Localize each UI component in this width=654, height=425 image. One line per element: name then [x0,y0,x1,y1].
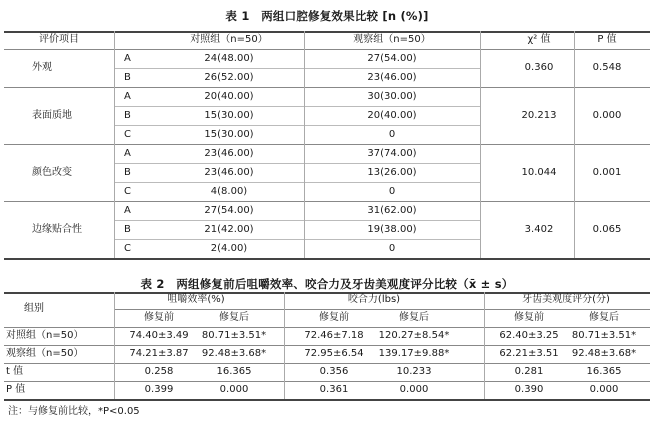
row-label: 观察组（n=50） [6,348,84,359]
chi-value: 20.213 [521,109,557,121]
item-name: 颜色改变 [32,166,72,178]
table1-header-rule [4,49,650,50]
table2-bottom-rule [4,399,650,401]
row-value: 0.390 [514,384,544,395]
table1 [4,31,650,263]
grade-label: B [124,166,131,178]
control-value: 15(30.00) [204,128,254,140]
row-value: 0.000 [219,384,249,395]
row-value: 16.365 [586,366,622,377]
control-value: 23(46.00) [204,147,254,159]
group-rule [4,144,650,145]
header-chi: χ² 值 [527,34,551,45]
row-value: 0.361 [319,384,349,395]
group-rule [4,87,650,88]
table2 [4,292,650,400]
control-value: 21(42.00) [204,223,254,235]
row-value: 139.17±9.88* [378,348,450,359]
p-value: 0.000 [592,109,622,121]
table1-title: 表 1 两组口腔修复效果比较 [n (%)] [225,9,429,23]
control-value: 24(48.00) [204,52,254,64]
control-value: 27(54.00) [204,204,254,216]
row-rule [4,345,650,346]
row-rule [4,381,650,382]
row-value: 62.21±3.51 [499,348,559,359]
grade-label: A [124,147,131,159]
row-value: 120.27±8.54* [378,330,450,341]
control-value: 4(8.00) [210,185,248,197]
column-divider [574,31,575,258]
header-control: 对照组（n=50） [190,34,268,45]
row-rule [114,239,480,240]
item-name: 外观 [32,62,52,73]
chi-value: 0.360 [524,62,554,73]
row-rule [114,125,480,126]
item-name: 表面质地 [32,109,72,121]
row-rule [114,106,480,107]
header-group: 组别 [24,303,44,314]
row-value: 72.95±6.54 [304,348,364,359]
group-rule [4,201,650,202]
header-before: 修复前 [144,312,174,323]
observe-value: 30(30.00) [367,90,417,102]
row-value: 80.71±3.51* [201,330,267,341]
row-value: 10.233 [396,366,432,377]
row-value: 0.356 [319,366,349,377]
table-note: 注：与修复前比较，*P<0.05 [8,406,140,417]
observe-value: 37(74.00) [367,147,417,159]
p-value: 0.548 [592,62,622,73]
header-chew: 咀嚼效率(%) [167,294,225,305]
observe-value: 23(46.00) [367,71,417,83]
row-label: P 值 [6,384,26,395]
observe-value: 20(40.00) [367,109,417,121]
observe-value: 13(26.00) [367,166,417,178]
item-name: 边缘贴合性 [32,223,82,235]
row-value: 80.71±3.51* [571,330,637,341]
table2-title: 表 2 两组修复前后咀嚼效率、咬合力及牙齿美观度评分比较（x̄ ± s） [140,277,514,291]
header-bite: 咬合力(lbs) [347,294,401,305]
row-rule [114,220,480,221]
header-before: 修复前 [319,312,349,323]
control-value: 26(52.00) [204,71,254,83]
row-value: 0.000 [399,384,429,395]
row-rule [114,182,480,183]
row-label: 对照组（n=50） [6,330,84,341]
control-value: 2(4.00) [210,242,248,254]
header-p: P 值 [597,34,617,45]
row-value: 92.48±3.68* [201,348,267,359]
observe-value: 27(54.00) [367,52,417,64]
grade-label: A [124,52,131,64]
column-divider [484,292,485,399]
row-rule [114,163,480,164]
control-value: 15(30.00) [204,109,254,121]
row-value: 72.46±7.18 [304,330,364,341]
control-value: 20(40.00) [204,90,254,102]
row-value: 62.40±3.25 [499,330,559,341]
row-value: 0.281 [514,366,544,377]
observe-value: 0 [388,128,396,140]
row-value: 0.258 [144,366,174,377]
grade-label: A [124,90,131,102]
header-observe: 观察组（n=50） [353,34,431,45]
grade-label: B [124,223,131,235]
table1-top-rule [4,31,650,33]
grade-label: C [124,242,131,254]
row-label: t 值 [6,366,24,377]
row-value: 74.21±3.87 [129,348,189,359]
observe-value: 19(38.00) [367,223,417,235]
row-value: 0.000 [589,384,619,395]
row-rule [4,363,650,364]
header-after: 修复后 [219,312,249,323]
header-item: 评价项目 [39,34,79,45]
table2-header-rule [4,327,650,328]
column-divider [304,31,305,258]
grade-label: C [124,185,131,197]
observe-value: 31(62.00) [367,204,417,216]
row-value: 74.40±3.49 [129,330,189,341]
row-value: 0.399 [144,384,174,395]
header-after: 修复后 [399,312,429,323]
table1-bottom-rule [4,258,650,260]
column-divider [480,31,481,258]
row-value: 16.365 [216,366,252,377]
p-value: 0.001 [592,166,622,178]
row-value: 92.48±3.68* [571,348,637,359]
row-rule [114,68,480,69]
header-after: 修复后 [589,312,619,323]
chi-value: 3.402 [524,223,554,235]
grade-label: B [124,71,131,83]
p-value: 0.065 [592,223,622,235]
grade-label: B [124,109,131,121]
column-divider [114,292,115,399]
control-value: 23(46.00) [204,166,254,178]
subheader-rule [114,309,650,310]
grade-label: C [124,128,131,140]
header-beauty: 牙齿美观度评分(分) [522,294,610,305]
header-before: 修复前 [514,312,544,323]
column-divider [284,292,285,399]
grade-label: A [124,204,131,216]
observe-value: 0 [388,242,396,254]
column-divider [114,31,115,258]
observe-value: 0 [388,185,396,197]
chi-value: 10.044 [521,166,557,178]
